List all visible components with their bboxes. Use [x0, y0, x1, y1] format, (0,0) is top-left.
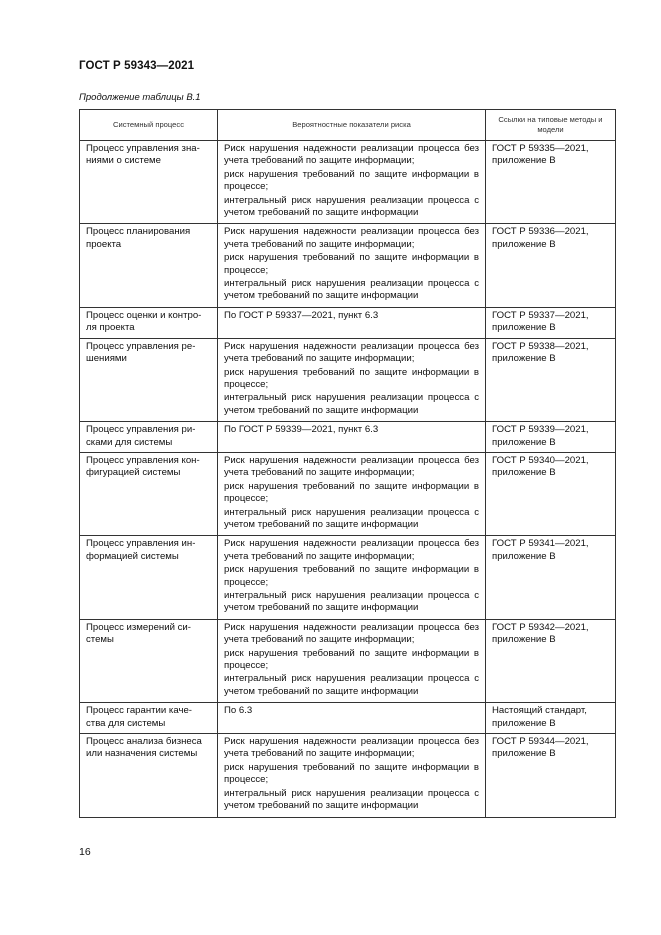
- metric-item: интегральный риск нарушения реализации процесса с учетом требований по защите информации: [224, 590, 479, 614]
- reference-cell: ГОСТ Р 59344—2021, приложение В: [486, 734, 616, 817]
- process-cell: Процесс управления зна-ниями о системе: [80, 141, 218, 224]
- metric-item: По ГОСТ Р 59339—2021, пункт 6.3: [224, 424, 379, 436]
- metrics-cell: [218, 338, 486, 421]
- process-cell: Процесс оценки и контро-ля проекта: [80, 307, 218, 338]
- metric-item: Риск нарушения надежности реализации процесса без учета требований по защите информации;: [224, 340, 479, 365]
- process-cell: Процесс измерений си-стемы: [80, 619, 218, 702]
- metric-item: Риск нарушения надежности реализации процесса без учета требований по защите информации;: [224, 736, 479, 760]
- reference-cell: ГОСТ Р 59335—2021, приложение В: [486, 141, 616, 224]
- metrics-cell: [218, 452, 486, 535]
- metric-item: Риск нарушения надежности реализации процесса без учета требований по защите информации;: [224, 454, 479, 479]
- metric-item: интегральный риск нарушения реализации процесса с учетом требований по защите информации: [224, 787, 479, 812]
- process-cell: Процесс планирования проекта: [80, 224, 218, 307]
- metric-item: риск нарушения требований по защите информации в процессе;: [224, 480, 479, 505]
- metric-item: интегральный риск нарушения реализации процесса с учетом требований по защите информации: [224, 392, 479, 416]
- reference-cell: ГОСТ Р 59341—2021, приложение В: [486, 536, 616, 619]
- document-code: ГОСТ Р 59343—2021: [79, 60, 195, 72]
- metric-item: интегральный риск нарушения реализации процесса с учетом требований по защите информации: [224, 194, 479, 219]
- metric-item: риск нарушения требований по защите информации в процессе;: [224, 761, 479, 786]
- metrics-cell: [218, 619, 486, 702]
- metric-item: риск нарушения требований по защите информации в процессе;: [224, 252, 479, 276]
- table-row: [80, 619, 616, 702]
- table-row: [80, 703, 616, 734]
- metrics-cell: [218, 141, 486, 224]
- table-row: [80, 141, 616, 224]
- risk-table: [79, 109, 616, 818]
- metric-item: Риск нарушения надежности реализации процесса без учета требований по защите информации;: [224, 226, 479, 250]
- metrics-cell: [218, 224, 486, 307]
- column-header-references: Ссылки на типовые методы и модели: [486, 110, 616, 141]
- metric-item: По ГОСТ Р 59337—2021, пункт 6.3: [224, 309, 379, 321]
- metric-item: интегральный риск нарушения реализации процесса с учетом требований по защите информации: [224, 506, 479, 530]
- column-header-metrics: Вероятностные показатели риска: [218, 110, 486, 141]
- process-cell: Процесс управления ри-сками для системы: [80, 422, 218, 453]
- column-header-process: Системный процесс: [80, 110, 218, 141]
- metric-item: интегральный риск нарушения реализации процесса с учетом требований по защите информации: [224, 278, 479, 302]
- reference-cell: ГОСТ Р 59337—2021, приложение В: [486, 307, 616, 338]
- reference-cell: ГОСТ Р 59338—2021, приложение В: [486, 338, 616, 421]
- reference-cell: ГОСТ Р 59336—2021, приложение В: [486, 224, 616, 307]
- process-cell: Процесс гарантии каче-ства для системы: [80, 703, 218, 734]
- reference-cell: Настоящий стандарт, приложение В: [486, 703, 616, 734]
- process-cell: Процесс управления кон-фигурацией системы: [80, 452, 218, 535]
- reference-cell: ГОСТ Р 59339—2021, приложение В: [486, 422, 616, 453]
- metric-item: Риск нарушения надежности реализации процесса без учета требований по защите информации;: [224, 538, 479, 562]
- metric-item: Риск нарушения надежности реализации процесса без учета требований по защите информации;: [224, 621, 479, 646]
- table-row: [80, 452, 616, 535]
- table-caption: Продолжение таблицы В.1: [79, 92, 201, 103]
- table-row: [80, 536, 616, 619]
- table-row: [80, 422, 616, 453]
- metrics-cell: [218, 734, 486, 817]
- table-row: [80, 734, 616, 817]
- page-number: 16: [79, 846, 91, 858]
- process-cell: Процесс управления ин-формацией системы: [80, 536, 218, 619]
- metric-item: риск нарушения требований по защите информации в процессе;: [224, 366, 479, 390]
- table-row: [80, 338, 616, 421]
- table-row: [80, 307, 616, 338]
- metrics-cell: [218, 703, 486, 734]
- metric-item: Риск нарушения надежности реализации процесса без учета требований по защите информации;: [224, 143, 479, 167]
- metric-item: риск нарушения требований по защите информации в процессе;: [224, 647, 479, 672]
- metrics-cell: [218, 307, 486, 338]
- reference-cell: ГОСТ Р 59342—2021, приложение В: [486, 619, 616, 702]
- metrics-cell: [218, 422, 486, 453]
- metrics-cell: [218, 536, 486, 619]
- metric-item: риск нарушения требований по защите информации в процессе;: [224, 564, 479, 588]
- table-header-row: [80, 110, 616, 141]
- table-body: [80, 141, 616, 818]
- process-cell: Процесс управления ре-шениями: [80, 338, 218, 421]
- metric-item: По 6.3: [224, 705, 253, 717]
- metric-item: риск нарушения требований по защите информации в процессе;: [224, 168, 479, 193]
- metric-item: интегральный риск нарушения реализации процесса с учетом требований по защите информации: [224, 673, 479, 697]
- table-row: [80, 224, 616, 307]
- reference-cell: ГОСТ Р 59340—2021, приложение В: [486, 452, 616, 535]
- process-cell: Процесс анализа бизнеса или назначения системы: [80, 734, 218, 817]
